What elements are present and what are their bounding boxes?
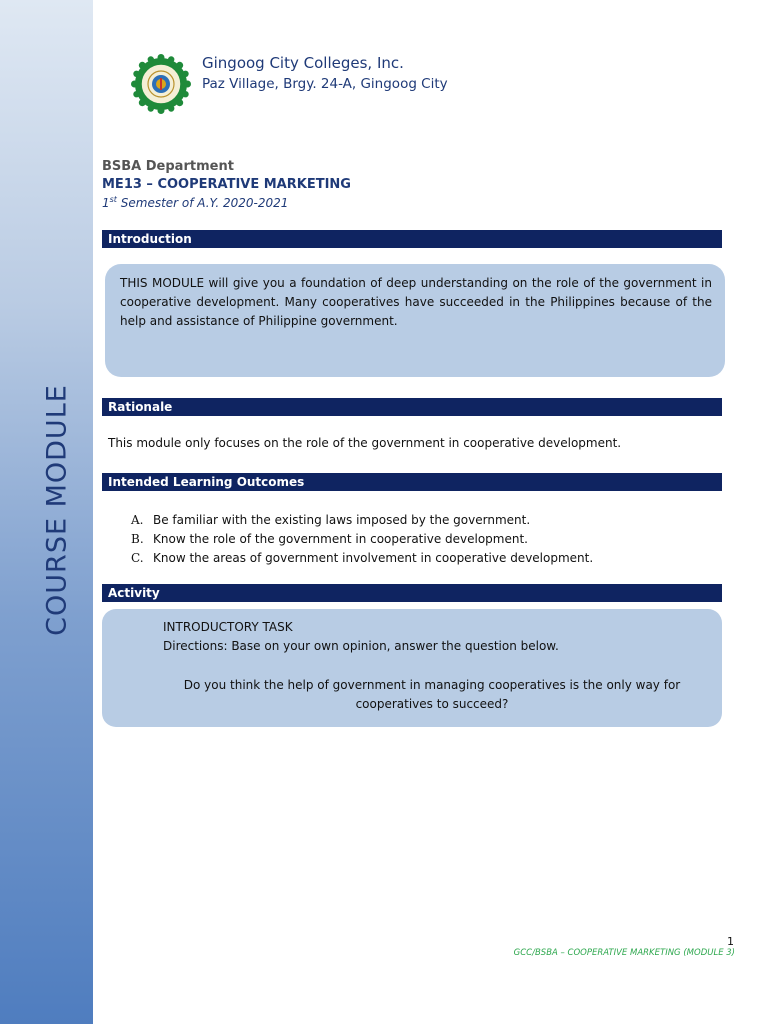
sidebar [0,0,93,1024]
college-address: Paz Village, Brgy. 24-A, Gingoog City [202,76,448,92]
outcomes-heading: Intended Learning Outcomes [102,473,722,491]
activity-box [102,609,722,727]
course-title: ME13 – COOPERATIVE MARKETING [102,177,351,192]
semester-ordinal: 1 [102,196,110,210]
outcome-letter: A. [131,513,144,527]
page-number: 1 [727,935,734,948]
introduction-box [105,264,725,377]
task-title: INTRODUCTORY TASK [163,620,293,634]
task-question: Do you think the help of government in managing cooperatives is the only way for cooperatives to succeed? [183,678,681,711]
semester-ordinal-suffix: st [109,195,117,204]
outcome-item [131,511,593,530]
outcomes-list [131,511,593,568]
outcome-text: Be familiar with the existing laws imposed by the government. [153,513,531,527]
college-name: Gingoog City Colleges, Inc. [202,54,404,72]
outcome-letter: B. [131,532,144,546]
footer-text: GCC/BSBA – COOPERATIVE MARKETING (MODULE 3) [513,948,735,958]
outcome-letter: C. [131,551,144,565]
semester-text: Semester of A.Y. 2020-2021 [116,196,289,210]
outcome-text: Know the role of the government in cooperative development. [153,532,528,546]
activity-heading: Activity [102,584,722,602]
sidebar-title: COURSE MODULE [41,384,73,636]
semester-label [102,195,288,210]
rationale-heading: Rationale [102,398,722,416]
introduction-text: THIS MODULE will give you a foundation of deep understanding on the role of the government in cooperative development. Many cooperatives have succeeded in the Philippines because of the help and assistance of Philippine government. [120,276,712,328]
outcome-item [131,530,593,549]
task-directions: Directions: Base on your own opinion, answer the question below. [163,639,559,653]
department-label: BSBA Department [102,159,234,174]
outcome-item [131,549,593,568]
outcome-text: Know the areas of government involvement in cooperative development. [153,551,594,565]
college-seal-icon [131,54,191,114]
introduction-heading: Introduction [102,230,722,248]
rationale-text: This module only focuses on the role of the government in cooperative development. [108,436,622,450]
